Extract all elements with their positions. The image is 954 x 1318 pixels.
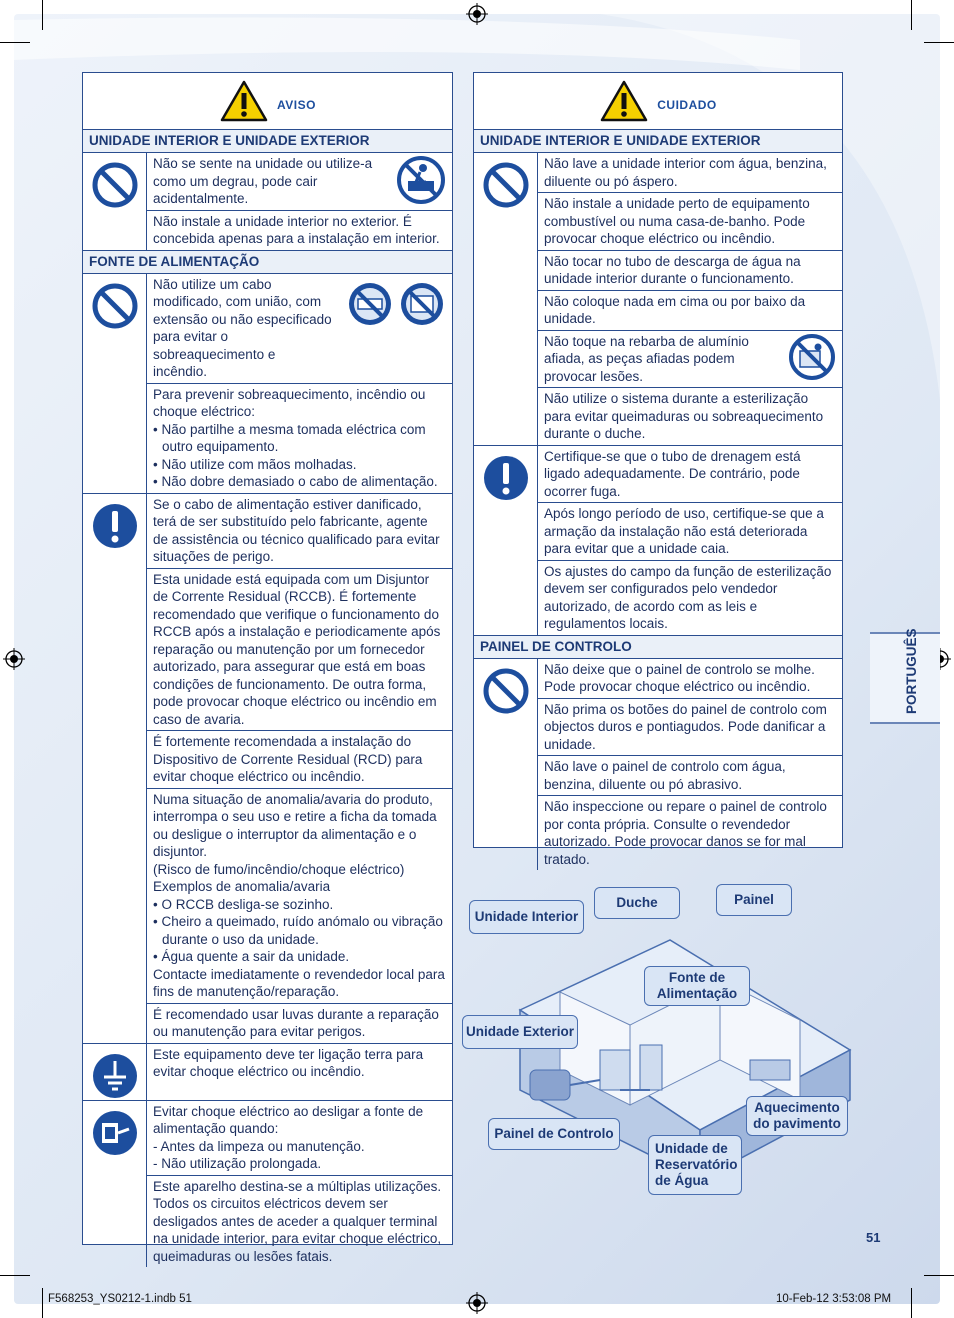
footer-file-info: F568253_YS0212-1.indb 51 [48, 1293, 192, 1305]
rule-group [83, 153, 452, 251]
rule-bullet: • O RCCB desliga-se sozinho. [153, 896, 334, 912]
no-touch-fins-icon [788, 333, 836, 381]
registration-mark-icon [466, 1292, 488, 1314]
rule-bullet: • Não dobre demasiado o cabo de alimentação. [153, 474, 438, 489]
label-painel: Painel [716, 884, 792, 916]
warning-triangle-icon [219, 79, 269, 123]
icon-group [346, 280, 446, 328]
section-heading: UNIDADE INTERIOR E UNIDADE EXTERIOR [83, 130, 452, 153]
rule-item [147, 789, 452, 1004]
footer-timestamp: 10-Feb-12 3:53:08 PM [776, 1293, 892, 1305]
crop-mark [0, 42, 30, 43]
crop-mark [42, 1288, 43, 1318]
rule-text: Evitar choque eléctrico ao desligar a fonte de alimentação quando: [153, 1103, 424, 1136]
prohibition-icon [91, 161, 139, 209]
section-heading: UNIDADE INTERIOR E UNIDADE EXTERIOR [474, 130, 842, 153]
mandatory-exclamation-icon [91, 502, 139, 550]
rule-item: Se o cabo de alimentação estiver danificado, terá de ser substituído pelo fabricante, agente de assistência ou técnico qualificado para evitar situações de perigo. [147, 494, 452, 569]
crop-mark [924, 1275, 954, 1276]
rule-group [474, 659, 842, 871]
rule-group [474, 153, 842, 446]
rule-group [83, 494, 452, 1044]
caution-header [474, 73, 842, 130]
page-number: 51 [866, 1230, 881, 1245]
rule-item: Não tocar no tubo de descarga de água na unidade interior durante o funcionamento. [538, 251, 842, 291]
rule-item: Não instale a unidade perto de equipamento combustível ou numa casa-de-banho. Pode provocar choque eléctrico ou incêndio. [538, 193, 842, 251]
rule-item: Não lave a unidade interior com água, benzina, diluente ou pó áspero. [538, 153, 842, 193]
rule-group [83, 1044, 452, 1101]
rule-item: Não instale a unidade interior no exterior. É concebida apenas para a instalação em interior. [153, 213, 440, 246]
section-heading: FONTE DE ALIMENTAÇÃO [83, 251, 452, 274]
crop-mark [924, 42, 954, 43]
no-extension-cord-icon [346, 280, 394, 328]
rule-text: Não toque na rebarba de alumínio afiada, as peças afiadas podem provocar lesões. [544, 333, 749, 384]
rule-bullet: • Não utilize com mãos molhadas. [153, 456, 357, 472]
prohibition-icon [482, 667, 530, 715]
rule-item [147, 274, 452, 384]
unplug-icon [91, 1109, 139, 1157]
rule-group [83, 274, 452, 494]
rule-text: Não se sente na unidade ou utilize-a como um degrau, pode cair acidentalmente. [153, 156, 373, 206]
rule-item: É fortemente recomendada a instalação do Dispositivo de Corrente Residual (RCD) para evitar choque eléctrico ou incêndio. [147, 731, 452, 789]
mandatory-exclamation-icon [482, 454, 530, 502]
prohibition-icon [482, 161, 530, 209]
rule-group [474, 446, 842, 636]
rule-item: Este aparelho destina-se a múltiplas utilizações. Todos os circuitos eléctricos devem ser desligados antes de aceder a qualquer terminal na unidade interior, para evitar choque eléctrico, queimaduras ou lesões fatais. [153, 1178, 442, 1264]
no-sitting-icon [396, 155, 446, 205]
rule-text: - Não utilização prolongada. [153, 1156, 322, 1171]
rule-bullet: • Não partilhe a mesma tomada eléctrica com outro equipamento. [153, 421, 426, 454]
rule-item: É recomendado usar luvas durante a reparação ou manutenção para evitar perigos. [153, 1006, 439, 1039]
rule-text: Para prevenir sobreaquecimento, incêndio ou choque eléctrico: [153, 386, 426, 419]
section-heading: PAINEL DE CONTROLO [474, 636, 842, 659]
ground-earth-icon [91, 1052, 139, 1100]
label-fonte-alimentacao: Fonte de Alimentação [644, 966, 750, 1006]
rule-group [83, 1101, 452, 1268]
registration-mark-icon [3, 648, 25, 670]
rule-text: - Antes da limpeza ou manutenção. [153, 1138, 365, 1154]
rule-item: Não inspeccione ou repare o painel de controlo por conta própria. Consulte o revendedor autorizado. Pode provocar danos se for mal tratado. [544, 799, 827, 867]
registration-mark-icon [466, 3, 488, 25]
label-reservatorio-agua: Unidade de Reservatório de Água [648, 1135, 742, 1195]
prohibition-icon [91, 282, 139, 330]
rule-item: Não utilize o sistema durante a esterilização para evitar queimaduras ou sobreaquecimento durante o duche. [544, 391, 824, 441]
rule-text: (Risco de fumo/incêndio/choque eléctrico) [153, 861, 405, 877]
language-label: PORTUGUÊS [904, 628, 919, 714]
rule-item [147, 153, 452, 211]
caution-panel [473, 72, 843, 867]
label-unidade-interior: Unidade Interior [469, 900, 584, 934]
rule-item: Os ajustes do campo da função de esterilização devem ser configurados pelo vendedor autorizado, de acordo com as leis e regulamentos locais. [544, 563, 832, 631]
label-duche: Duche [594, 887, 680, 919]
rule-text: Contacte imediatamente o revendedor local para fins de manutenção/reparação. [153, 966, 445, 999]
label-aquecimento-pavimento: Aquecimento do pavimento [746, 1096, 848, 1136]
caution-triangle-icon [599, 79, 649, 123]
label-unidade-exterior: Unidade Exterior [462, 1015, 578, 1049]
warning-panel [82, 72, 453, 1264]
rule-text: Numa situação de anomalia/avaria do produto, interrompa o seu uso e retire a ficha da tomada ou desligue o interruptor da alimentação e o disjuntor. [153, 791, 437, 859]
warning-header [83, 73, 452, 130]
rule-item: Não coloque nada em cima ou por baixo da unidade. [538, 291, 842, 331]
no-shared-outlet-icon [398, 280, 446, 328]
language-tab [870, 628, 940, 724]
caution-title: CUIDADO [657, 98, 717, 112]
rule-item: Não deixe que o painel de controlo se molhe. Pode provocar choque eléctrico ou incêndio. [538, 659, 842, 699]
crop-mark [911, 0, 912, 30]
rule-item: Certifique-se que o tubo de drenagem está ligado adequadamente. De contrário, pode ocorrer fuga. [538, 446, 842, 504]
rule-text: Não utilize um cabo modificado, com união, com extensão ou não especificado para evitar o sobreaquecimento e incêndio. [153, 276, 332, 379]
rule-item: Não prima os botões do painel de controlo com objectos duros e pontiagudos. Pode danificar a unidade. [538, 699, 842, 757]
crop-mark [42, 0, 43, 30]
rule-text: Exemplos de anomalia/avaria [153, 879, 331, 894]
rule-bullet: • Água quente a sair da unidade. [153, 949, 350, 964]
label-painel-controlo: Painel de Controlo [488, 1118, 620, 1150]
crop-mark [911, 1288, 912, 1318]
rule-item [538, 331, 842, 389]
crop-mark [0, 1275, 30, 1276]
rule-bullet: • Cheiro a queimado, ruído anómalo ou vibração durante o uso da unidade. [153, 914, 443, 947]
rule-item: Esta unidade está equipada com um Disjuntor de Corrente Residual (RCCB). É fortemente recomendado que verifique o funcionamento do RCCB após a instalação e periodicamente após reparação ou manutenção por um fornecedor autorizado, para assegurar que está em boas condições de funcionamento. De outra forma, pode provocar choque eléctrico ou incêndio em caso de avaria. [147, 569, 452, 732]
rule-item: Após longo período de uso, certifique-se que a armação da instalação não está deteriorada para evitar que a unidade caia. [538, 503, 842, 561]
warning-title: AVISO [277, 98, 316, 112]
rule-item [147, 1101, 452, 1176]
rule-item: Não lave o painel de controlo com água, benzina, diluente ou pó abrasivo. [538, 756, 842, 796]
rule-item [147, 384, 452, 493]
rule-item: Este equipamento deve ter ligação terra para evitar choque eléctrico ou incêndio. [153, 1046, 424, 1079]
